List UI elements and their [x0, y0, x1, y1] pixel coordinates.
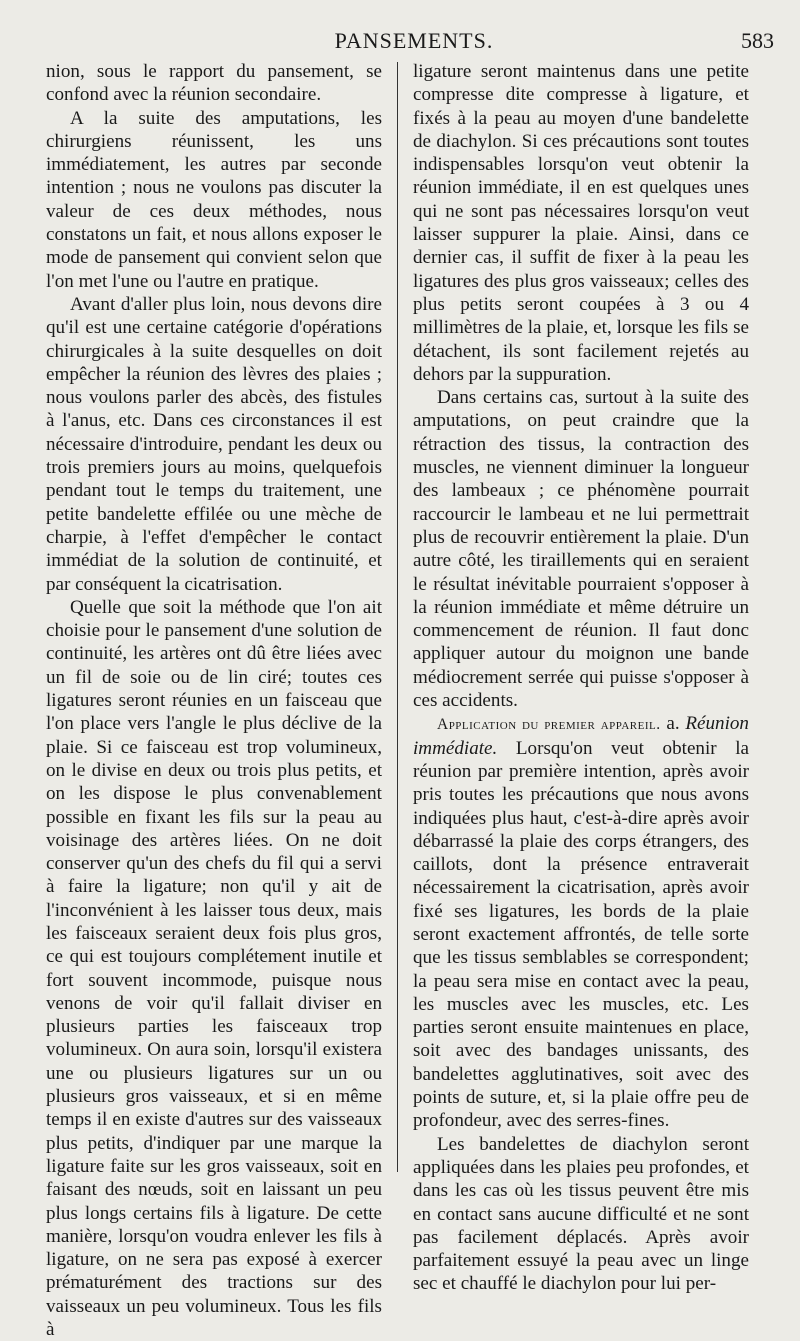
paragraph: Dans certains cas, surtout à la suite des amputations, on peut craindre que la rétraction des tissus, la contraction des muscles, ne viennent diminuer la longueur des lambeaux ; ce phénomène pourrait raccourcir le lambeau et ne lui permettrait plus de recouvrir entièrement la plaie. D'un autre côté, les tiraillements qui en seraient le résultat inévitable pourraient s'opposer à la réunion immédiate et même détruire un commencement de réunion. Il faut donc appliquer autour du moignon une bande médiocrement serrée qui puisse s'opposer à ces accidents. — [413, 387, 749, 712]
section-heading: Application du premier appareil. — [437, 716, 661, 734]
right-column — [413, 60, 749, 1296]
text-columns — [46, 60, 782, 1341]
section-marker: a. — [666, 713, 680, 735]
subsection-heading: Réunion immédiate. — [413, 713, 749, 759]
page-number: 583 — [741, 28, 774, 53]
running-title: PANSEMENTS. — [334, 28, 494, 53]
paragraph: A la suite des amputations, les chirurgiens réunissent, les uns immédiatement, les autres par seconde intention ; nous ne voulons pas discuter la valeur de ces deux méthodes, nous constatons un fait, et nous allons exposer le mode de pansement qui convient selon que l'on met l'une ou l'autre en pratique. — [46, 107, 382, 292]
paragraph: ligature seront maintenus dans une petite compresse dite compresse à ligature, et fixés à la peau au moyen d'une bandelette de diachylon. Si ces précautions sont toutes indispensables lorsqu'on veut obtenir la réunion immédiate, il en est quelques unes qui ne sont pas nécessaires lorsqu'on veut laisser suppurer la plaie. Ainsi, dans ce dernier cas, il suffit de fixer à la peau les ligatures des plus gros vaisseaux; celles des plus petits seront coupées à 3 ou 4 millimètres de la plaie, et, lorsque les fils se détachent, ils sont facilement rejetés au dehors par la suppuration. — [413, 61, 749, 385]
paragraph: Quelle que soit la méthode que l'on ait choisie pour le pansement d'une solution de continuité, les artères ont dû être liées avec un fil de soie ou de lin ciré; toutes ces ligatures seront réunies en un faisceau que l'on place vers l'angle le plus déclive de la plaie. Si ce faisceau est trop volumineux, on le divise en deux ou trois plus petits, et on les dispose le plus convenablement possible en fixant les fils sur la peau au voisinage des artères liées. On ne doit conserver qu'un des chefs du fil qui a servi à faire la ligature; non qu'il y ait de l'inconvénient à les laisser tous deux, mais les faisceaux seraient deux fois plus gros, ce qui est toujours complétement inutile et fort souvent incommode, puisque nous venons de voir qu'il fallait diviser en plusieurs parties les faisceaux trop volumineux. On aura soin, lorsqu'il existera une ou plusieurs ligatures sur un ou plusieurs gros vaisseaux, et si en même temps il en existe d'autres sur des vaisseaux plus petits, d'indiquer par une marque la ligature faite sur les gros vaisseaux, soit en faisant des nœuds, soit en laissant un peu plus longs certains fils à ligature. De cette manière, lorsqu'on voudra enlever les fils à ligature, on ne sera pas exposé à exercer prématurément des tractions sur des vaisseaux un peu volumineux. Tous les fils à — [46, 596, 382, 1341]
paragraph-text: Lorsqu'on veut obtenir la réunion par première intention, après avoir pris toutes les précautions que nous avons indiquées plus haut, c'est-à-dire après avoir débarrassé la plaie des corps étrangers, des caillots, dont la présence entraverait nécessairement la cicatrisation, après avoir fixé ses ligatures, les bords de la plaie seront exactement affrontés, de telle sorte que les tissus semblables se correspondent; la peau sera mise en contact avec la peau, les muscles avec les muscles, etc. Les parties seront ensuite maintenues en place, soit avec des bandages unissants, des bandelettes agglutinatives, soit avec des points de suture, et, si la plaie offre peu de profondeur, avec des serres-fines. — [413, 737, 749, 1132]
section-paragraph — [413, 712, 749, 1132]
left-column — [46, 60, 382, 1341]
page-header — [46, 0, 782, 60]
paragraph: Avant d'aller plus loin, nous devons dire qu'il est une certaine catégorie d'opérations chirurgicales à la suite desquelles on doit empêcher la réunion des lèvres des plaies ; nous voulons parler des abcès, des fistules à l'anus, etc. Dans ces circonstances il est nécessaire d'introduire, pendant les deux ou trois premiers jours au moins, quelquefois pendant tout le temps du traitement, une petite bandelette effilée ou une mèche de charpie, à l'effet d'empêcher le contact immédiat de la solution de continuité, et par conséquent la cicatrisation. — [46, 293, 382, 595]
column-divider — [397, 62, 398, 1172]
paragraph: nion, sous le rapport du pansement, se confond avec la réunion secondaire. — [46, 61, 382, 106]
paragraph: Les bandelettes de diachylon seront appliquées dans les plaies peu profondes, et dans les cas où les tissus peuvent être mis en contact sans aucune difficulté et ne sont pas facilement déplacés. Après avoir parfaitement essuyé la peau avec un linge sec et chauffé le diachylon pour lui per- — [413, 1133, 749, 1295]
